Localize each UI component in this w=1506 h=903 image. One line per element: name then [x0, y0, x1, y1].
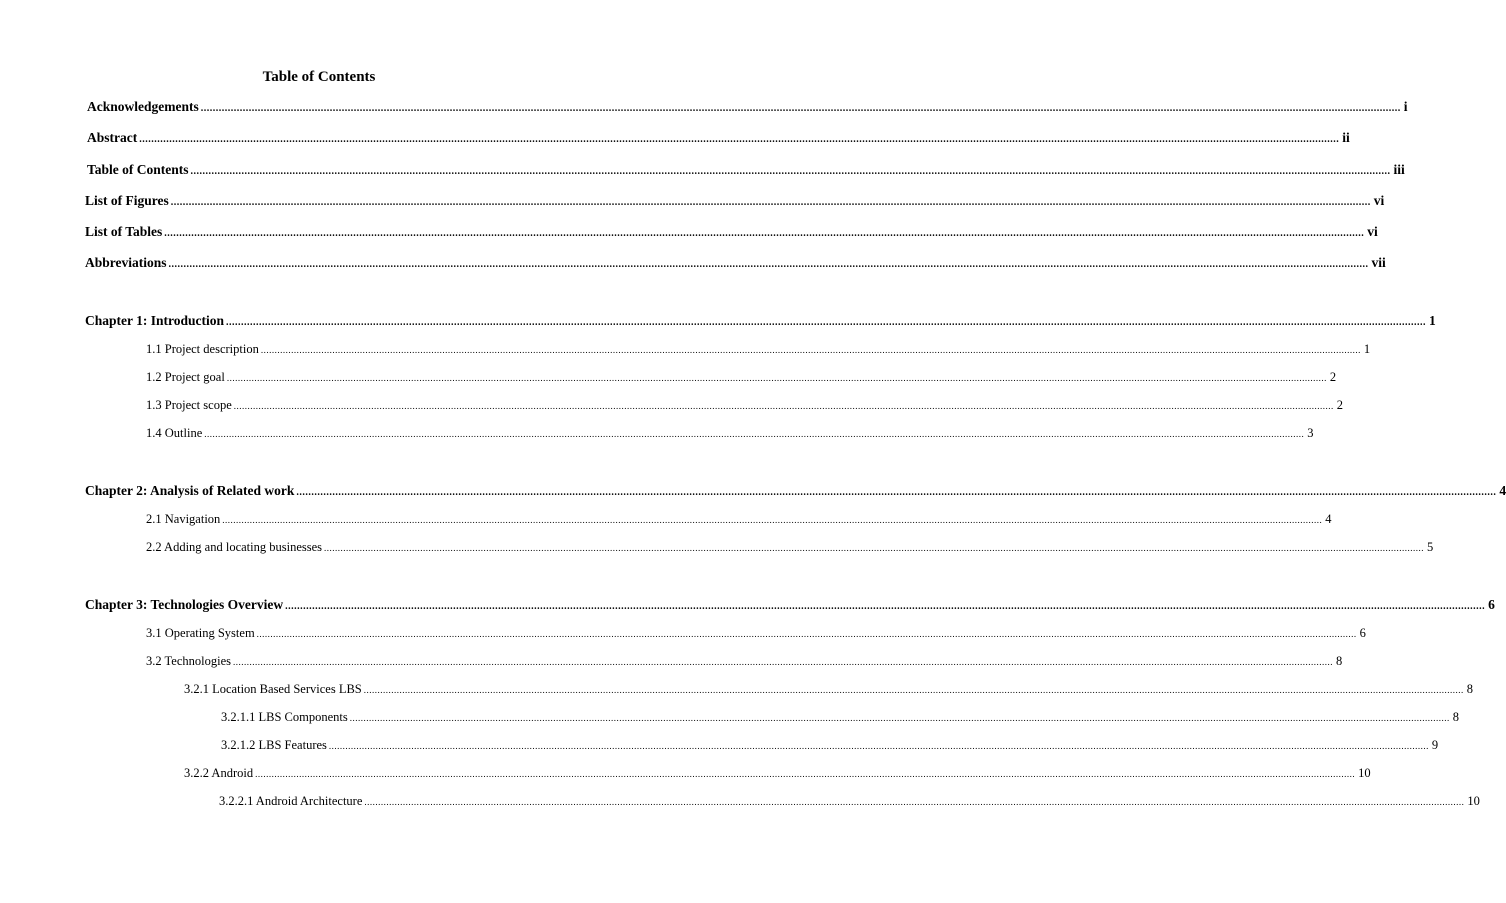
dot-leader: ................................................................................................................................................................................................................................................................................................................................................................................................................: [164, 228, 1365, 239]
dot-leader: ................................................................................................................................................................................................................................................................................................................................................................................................................: [222, 515, 1323, 525]
toc-entry-label: Chapter 3: Technologies Overview: [85, 597, 284, 612]
toc-entry-page: ii: [1342, 130, 1350, 145]
toc-entry-section-3-2[interactable]: [146, 652, 1343, 670]
toc-entry-section-1-2[interactable]: [146, 368, 1337, 386]
toc-entry-label: 2.2 Adding and locating businesses: [146, 540, 323, 554]
toc-entry-page: 8: [1452, 710, 1459, 724]
dot-leader: ................................................................................................................................................................................................................................................................................................................................................................................................................: [324, 543, 1425, 553]
toc-entry-label: 3.2 Technologies: [146, 654, 231, 668]
dot-leader: ................................................................................................................................................................................................................................................................................................................................................................................................................: [226, 373, 1327, 383]
toc-entry-list-of-tables[interactable]: [85, 223, 1378, 241]
toc-entry-section-1-4[interactable]: [146, 424, 1314, 442]
toc-entry-chapter-2[interactable]: [85, 482, 1506, 500]
toc-entry-page: 6: [1359, 626, 1366, 640]
dot-leader: ................................................................................................................................................................................................................................................................................................................................................................................................................: [168, 259, 1369, 270]
dot-leader: ................................................................................................................................................................................................................................................................................................................................................................................................................: [296, 487, 1497, 498]
toc-entry-page: 3: [1307, 426, 1314, 440]
toc-entry-label: Abbreviations: [85, 255, 167, 270]
dot-leader: ................................................................................................................................................................................................................................................................................................................................................................................................................: [233, 657, 1333, 667]
toc-entry-chapter-3[interactable]: [85, 596, 1495, 614]
dot-leader: ................................................................................................................................................................................................................................................................................................................................................................................................................: [139, 134, 1340, 145]
toc-entry-label: Chapter 1: Introduction: [85, 313, 225, 328]
dot-leader: ................................................................................................................................................................................................................................................................................................................................................................................................................: [260, 345, 1361, 355]
dot-leader: ................................................................................................................................................................................................................................................................................................................................................................................................................: [233, 401, 1334, 411]
toc-entry-label: 1.4 Outline: [146, 426, 203, 440]
dot-leader: ................................................................................................................................................................................................................................................................................................................................................................................................................: [363, 685, 1464, 695]
toc-entry-page: vi: [1367, 224, 1378, 239]
toc-entry-section-1-1[interactable]: [146, 340, 1371, 358]
toc-entry-page: 4: [1499, 483, 1506, 498]
toc-entry-page: 9: [1431, 738, 1439, 752]
dot-leader: ................................................................................................................................................................................................................................................................................................................................................................................................................: [170, 197, 1371, 208]
dot-leader: ................................................................................................................................................................................................................................................................................................................................................................................................................: [200, 103, 1401, 114]
dot-leader: ................................................................................................................................................................................................................................................................................................................................................................................................................: [364, 797, 1465, 807]
toc-entry-page: 8: [1336, 654, 1343, 668]
toc-entry-section-2-2[interactable]: [146, 538, 1434, 556]
dot-leader: ................................................................................................................................................................................................................................................................................................................................................................................................................: [256, 629, 1357, 639]
toc-entry-list-of-figures[interactable]: [85, 192, 1385, 210]
toc-entry-page: 5: [1427, 540, 1434, 554]
toc-entry-label: 1.2 Project goal: [146, 370, 225, 384]
toc-entry-section-3-2-2[interactable]: [184, 764, 1371, 782]
toc-entry-label: Acknowledgements: [87, 99, 199, 114]
toc-entry-label: 3.2.1.2 LBS Features: [221, 738, 327, 752]
dot-leader: ................................................................................................................................................................................................................................................................................................................................................................................................................: [190, 166, 1391, 177]
toc-entry-abbreviations[interactable]: [85, 254, 1386, 272]
dot-leader: ................................................................................................................................................................................................................................................................................................................................................................................................................: [226, 317, 1427, 328]
toc-entry-label: 3.2.2 Android: [184, 766, 254, 780]
toc-entry-label: 3.2.2.1 Android Architecture: [219, 794, 363, 808]
toc-entry-section-3-2-2-1[interactable]: [219, 792, 1480, 810]
dot-leader: ................................................................................................................................................................................................................................................................................................................................................................................................................: [328, 741, 1429, 751]
toc-entry-label: 1.3 Project scope: [146, 398, 232, 412]
toc-entry-label: 1.1 Project description: [146, 342, 259, 356]
toc-entry-page: iii: [1393, 162, 1405, 177]
toc-entry-label: List of Tables: [85, 224, 163, 239]
toc-entry-page: 1: [1429, 313, 1436, 328]
toc-entry-page: 6: [1488, 597, 1495, 612]
toc-entry-label: List of Figures: [85, 193, 169, 208]
toc-entry-label: 3.2.1.1 LBS Components: [221, 710, 348, 724]
toc-entry-label: Table of Contents: [87, 162, 189, 177]
toc-entry-section-3-2-1-2[interactable]: [221, 736, 1439, 754]
toc-entry-page: 10: [1358, 766, 1371, 780]
toc-entry-page: vii: [1371, 255, 1386, 270]
toc-entry-table-of-contents[interactable]: [87, 161, 1405, 179]
toc-entry-page: 8: [1466, 682, 1473, 696]
toc-entry-section-3-1[interactable]: [146, 624, 1366, 642]
toc-entry-section-3-2-1[interactable]: [184, 680, 1473, 698]
toc-entry-page: 10: [1467, 794, 1480, 808]
toc-entry-label: Chapter 2: Analysis of Related work: [85, 483, 295, 498]
toc-entry-acknowledgements[interactable]: [87, 98, 1408, 116]
toc-entry-chapter-1[interactable]: [85, 312, 1436, 330]
toc-entry-label: 2.1 Navigation: [146, 512, 221, 526]
toc-entry-page: 4: [1325, 512, 1332, 526]
dot-leader: ................................................................................................................................................................................................................................................................................................................................................................................................................: [204, 429, 1305, 439]
page-title: Table of Contents: [262, 69, 376, 85]
dot-leader: ................................................................................................................................................................................................................................................................................................................................................................................................................: [255, 769, 1356, 779]
toc-entry-page: vi: [1373, 193, 1385, 208]
toc-entry-page: i: [1403, 99, 1408, 114]
toc-entry-page: 1: [1363, 342, 1371, 356]
toc-entry-label: 3.2.1 Location Based Services LBS: [184, 682, 362, 696]
toc-entry-label: 3.1 Operating System: [146, 626, 255, 640]
toc-entry-abstract[interactable]: [87, 129, 1350, 147]
dot-leader: ................................................................................................................................................................................................................................................................................................................................................................................................................: [349, 713, 1450, 723]
toc-entry-page: 2: [1329, 370, 1337, 384]
toc-entry-section-3-2-1-1[interactable]: [221, 708, 1459, 726]
toc-entry-label: Abstract: [87, 130, 138, 145]
toc-entry-section-2-1[interactable]: [146, 510, 1332, 528]
toc-entry-page: 2: [1336, 398, 1343, 412]
dot-leader: ................................................................................................................................................................................................................................................................................................................................................................................................................: [285, 601, 1486, 612]
toc-entry-section-1-3[interactable]: [146, 396, 1343, 414]
